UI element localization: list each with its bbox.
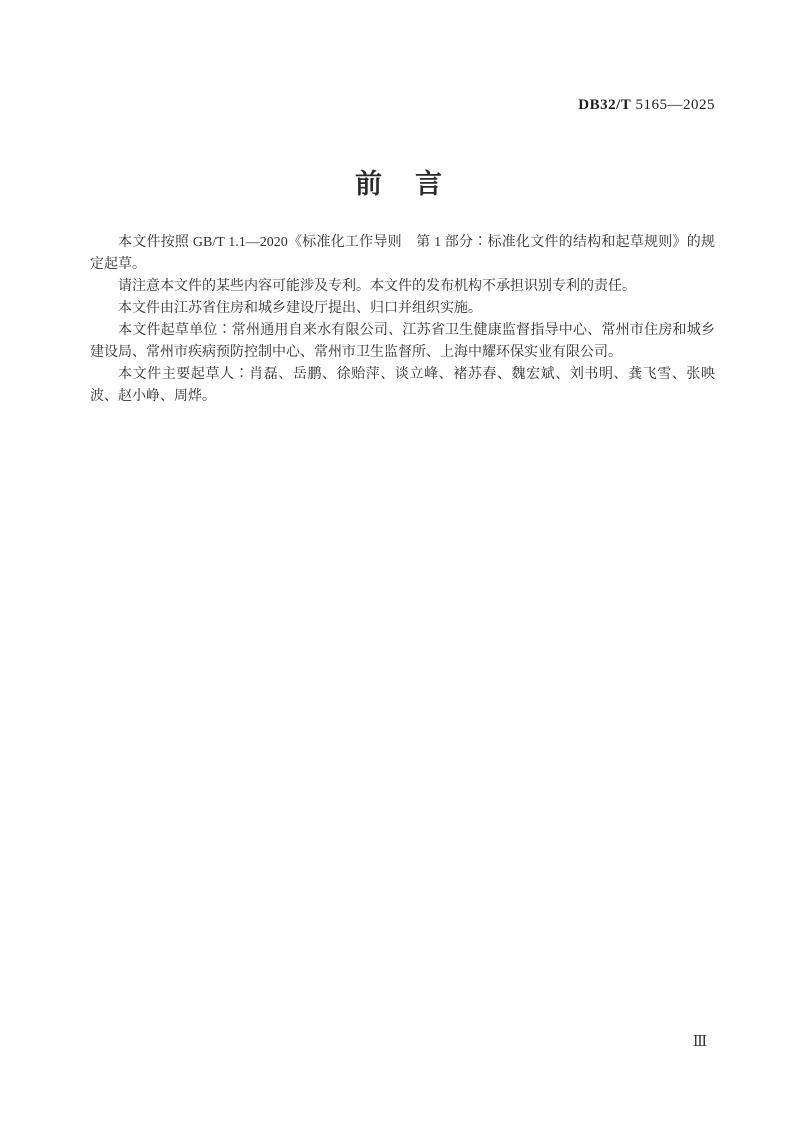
foreword-body — [90, 232, 715, 408]
page-title: 前 言 — [355, 169, 445, 199]
standard-code-number: 5165—2025 — [635, 97, 715, 113]
paragraph-patent-notice: 请注意本文件的某些内容可能涉及专利。本文件的发布机构不承担识别专利的责任。 — [118, 279, 636, 294]
standard-code-prefix: DB32/T — [578, 97, 632, 113]
standard-code-header — [578, 97, 715, 114]
paragraph-drafting-organizations: 本文件起草单位∶常州通用自来水有限公司、江苏省卫生健康监督指导中心、常州市住房和城乡建设局、常州市疾病预防控制中心、常州市卫生监督所、上海中耀环保实业有限公司。 — [90, 323, 715, 360]
paragraph-issuing-body: 本文件由江苏省住房和城乡建设厅提出、归口并组织实施。 — [118, 301, 482, 316]
paragraph-drafters: 本文件主要起草人∶肖磊、岳鹏、徐贻萍、谈立峰、褚苏春、魏宏斌、刘书明、龚飞雪、张映波、赵小峥、周烨。 — [90, 367, 715, 404]
paragraph-basis: 本文件按照 GB/T 1.1—2020《标准化工作导则 第 1 部分∶标准化文件的结构和起草规则》的规定起草。 — [90, 235, 715, 272]
page-number: Ⅲ — [692, 1034, 708, 1050]
